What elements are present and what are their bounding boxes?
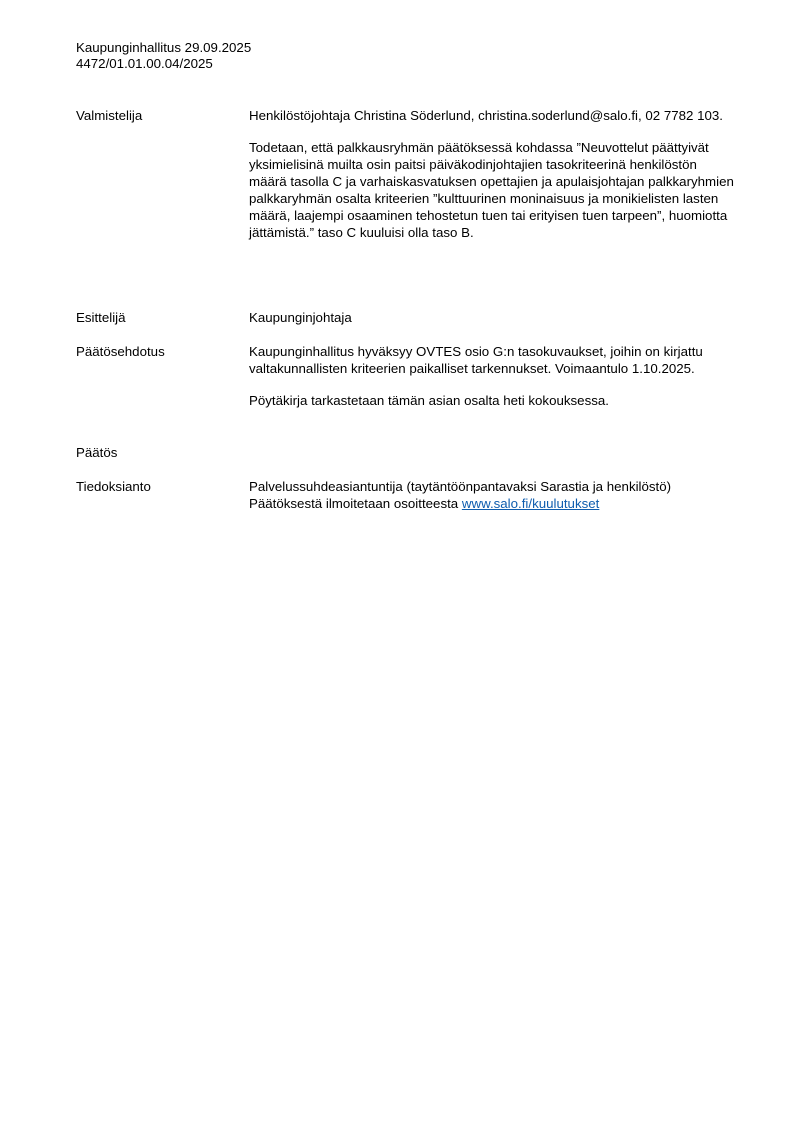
section-content-tiedoksianto xyxy=(249,478,738,512)
section-content-paatosehdotus xyxy=(249,343,738,409)
meeting-title: Kaupunginhallitus 29.09.2025 xyxy=(76,40,252,55)
announcements-link[interactable]: www.salo.fi/kuulutukset xyxy=(461,496,600,511)
preparer-note: Todetaan, että palkkausryhmän päätöksessä kohdassa ”Neuvottelut päättyivät yksimielisinä muilta osin paitsi päiväkodinjohtajien tasokriteerinä henkilöstön määrä tasolla C ja varhaiskasvatuksen opettajien ja apulaisjohtajan palkkaryhmien palkkaryhmän osalta kriteerien ”kulttuurinen moninaisuus ja monikielisten lasten määrä, laajempi osaaminen tehostetun tuen tai erityisen tuen tarpeen”, huomiotta jättämistä.” taso C kuuluisi olla taso B. xyxy=(249,140,734,240)
section-label-tiedoksianto: Tiedoksianto xyxy=(76,479,151,494)
section-label-esittelija: Esittelijä xyxy=(76,310,126,325)
section-label-valmistelija: Valmistelija xyxy=(76,108,143,123)
proposal-text: Kaupunginhallitus hyväksyy OVTES osio G:n tasokuvaukset, joihin on kirjattu valtakunnallisten kriteerien paikalliset tarkennukset. Voimaantulo 1.10.2025. xyxy=(249,344,703,376)
publication-prefix: Päätöksestä ilmoitetaan osoitteesta xyxy=(249,496,462,511)
section-content-valmistelija xyxy=(249,107,738,241)
preparer-info: Henkilöstöjohtaja Christina Söderlund, christina.soderlund@salo.fi, 02 7782 103. xyxy=(249,108,724,123)
section-content-esittelija xyxy=(249,309,738,326)
case-number: 4472/01.01.00.04/2025 xyxy=(76,56,213,71)
document-header xyxy=(76,40,251,72)
section-label-paatosehdotus: Päätösehdotus xyxy=(76,344,165,359)
minutes-check-text: Pöytäkirja tarkastetaan tämän asian osalta heti kokouksessa. xyxy=(249,393,609,408)
notification-publication xyxy=(249,495,738,512)
notification-recipients: Palvelussuhdeasiantuntija (taytäntöönpantavaksi Sarastia ja henkilöstö) xyxy=(249,479,672,494)
presenter-name: Kaupunginjohtaja xyxy=(249,310,352,325)
section-label-paatos: Päätös xyxy=(76,445,118,460)
